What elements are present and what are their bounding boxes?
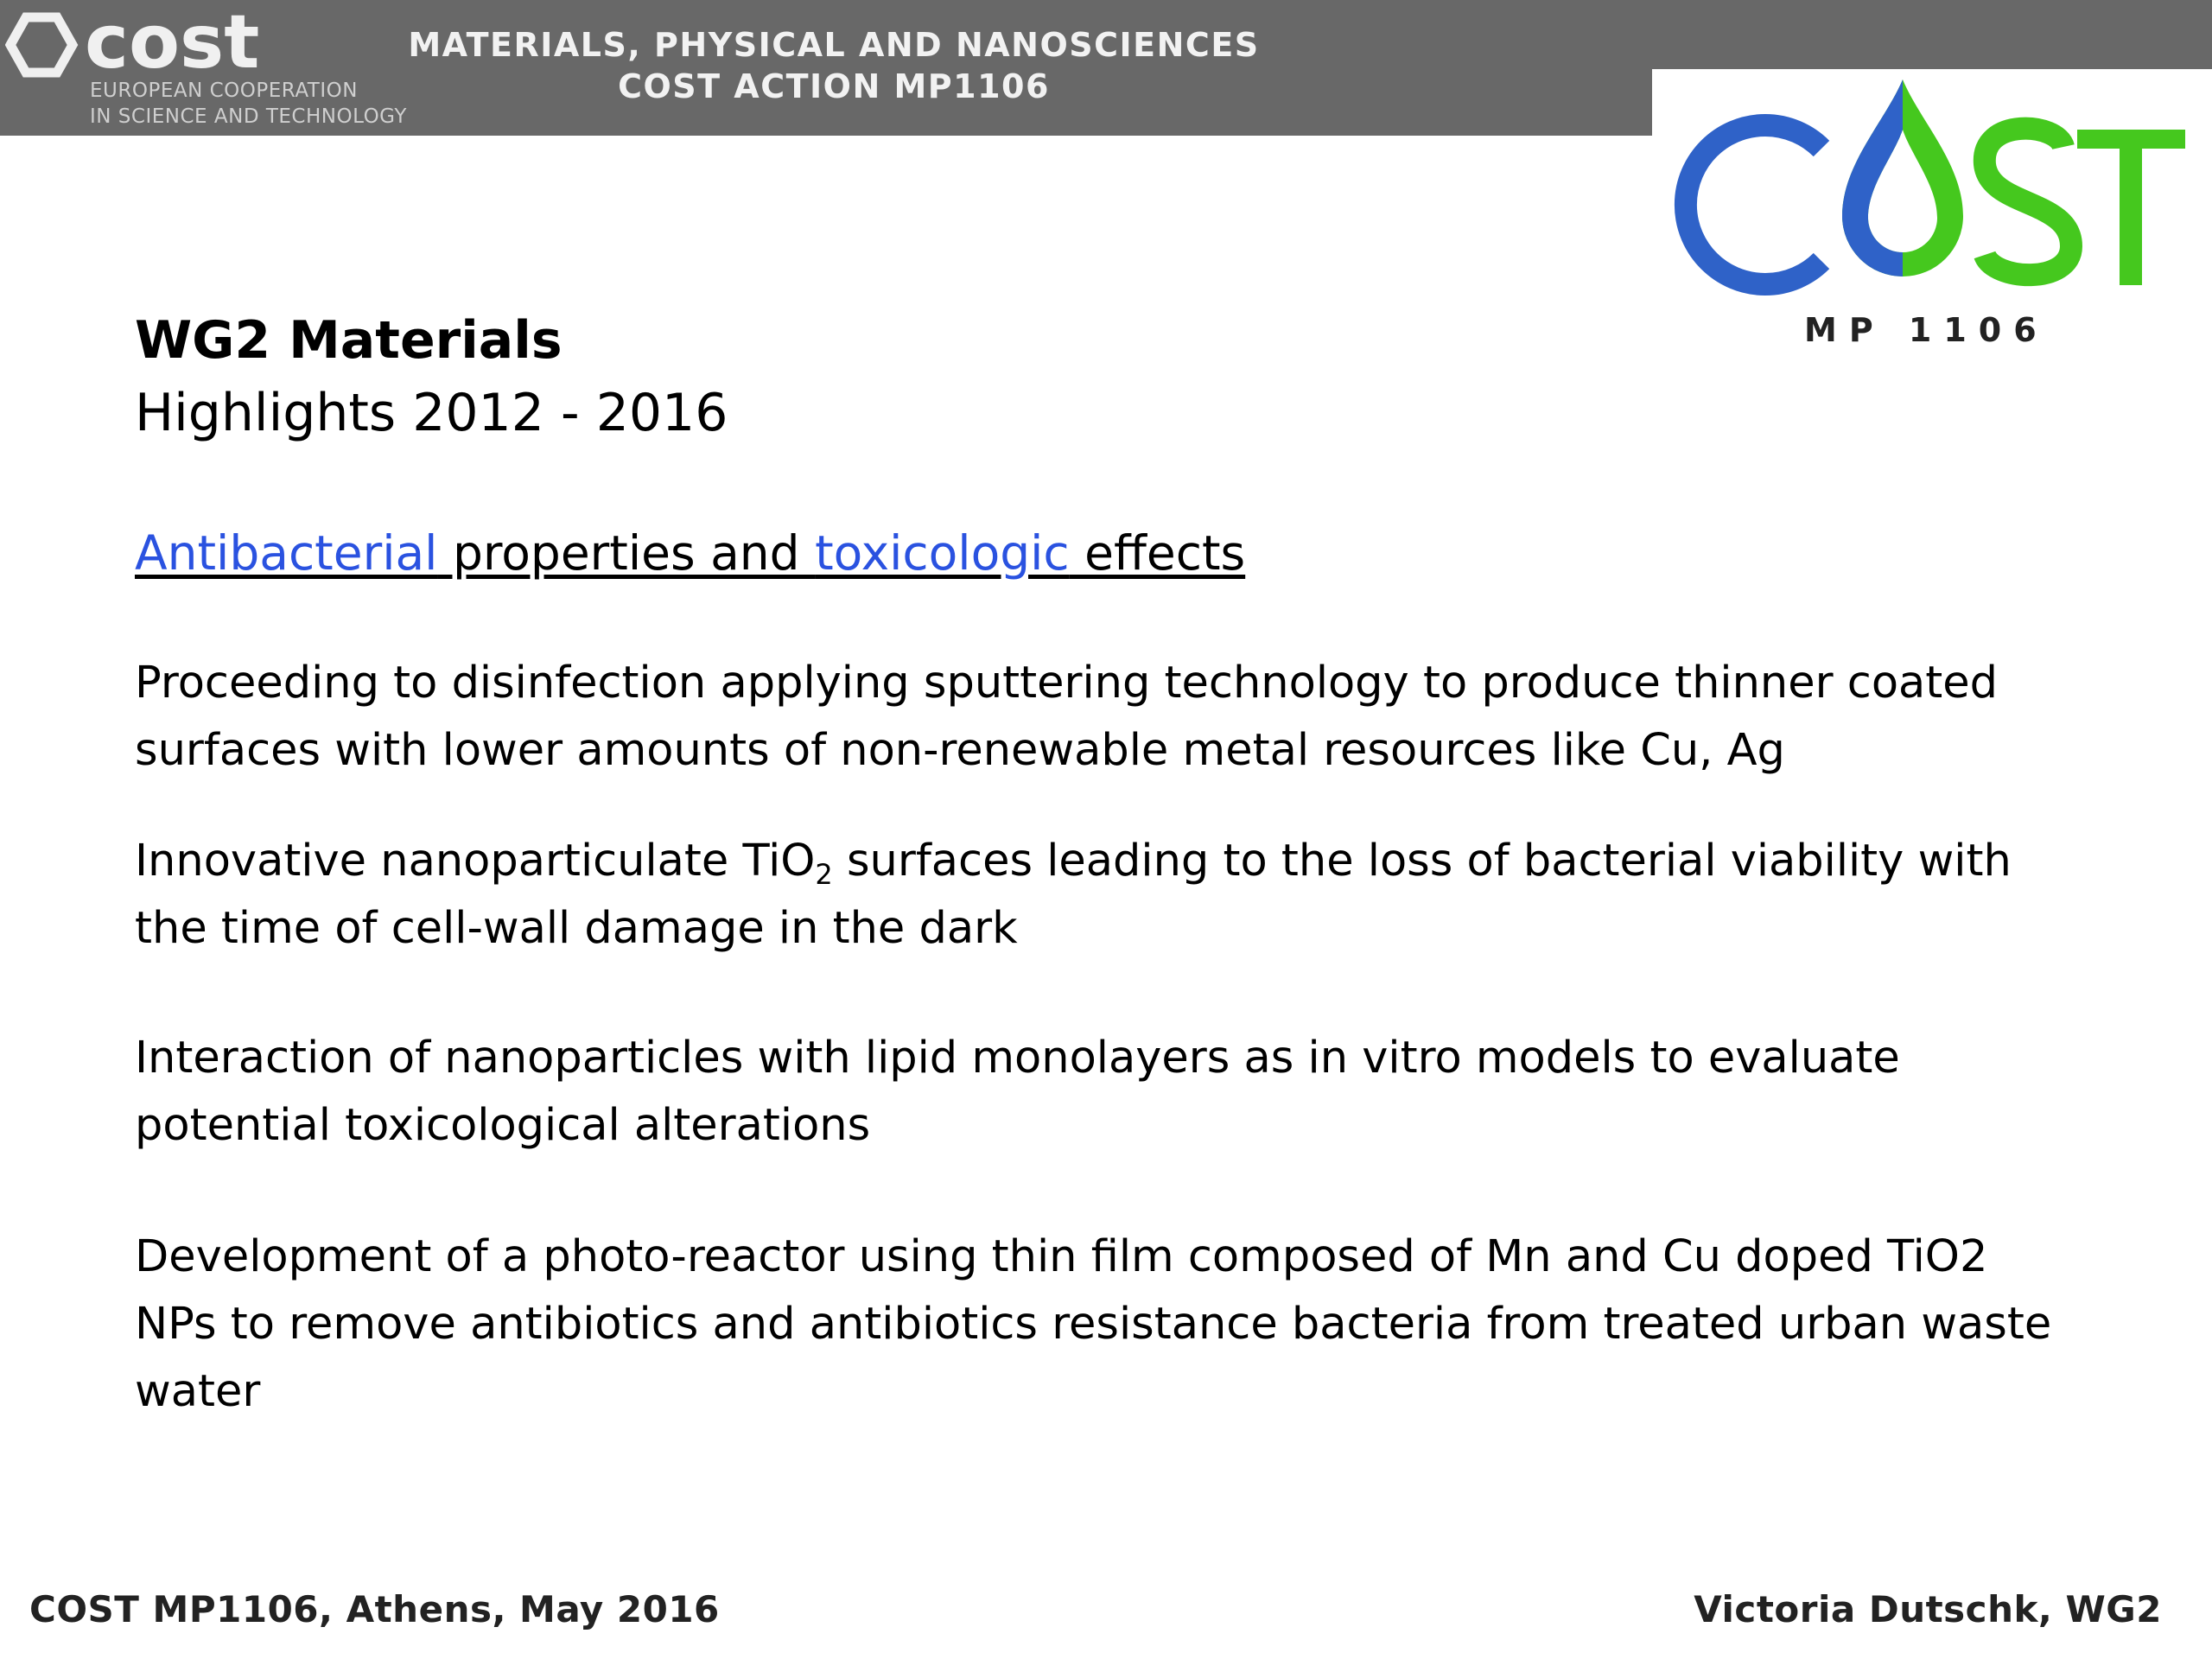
cost-org-logo bbox=[5, 9, 325, 82]
cost-org-subtitle bbox=[90, 78, 407, 130]
logo-letter-c-icon bbox=[1686, 125, 1821, 284]
logo-subtitle: MP 1106 bbox=[1804, 311, 2049, 349]
header-band bbox=[0, 0, 1652, 136]
cost-org-wordmark: cost bbox=[85, 9, 260, 82]
cost-org-subtitle-line1: EUROPEAN COOPERATION bbox=[90, 79, 358, 102]
section-heading bbox=[135, 522, 2079, 584]
paragraph-tio2-text-2: surfaces leading to the loss of bacterial viability with the time of cell-wall damage in the dark bbox=[135, 836, 2012, 954]
cost-hexagon-icon bbox=[10, 17, 73, 73]
header-title-line1: MATERIALS, PHYSICAL AND NANOSCIENCES bbox=[408, 26, 1260, 64]
footer-author: Victoria Dutschk, WG2 bbox=[1694, 1588, 2162, 1630]
antibacterial-link[interactable]: Antibacterial bbox=[135, 525, 438, 581]
slide-title: WG2 Materials bbox=[135, 310, 563, 371]
slide-content bbox=[135, 304, 2079, 1426]
slide-subtitle: Highlights 2012 - 2016 bbox=[135, 383, 728, 443]
paragraph-sputtering: Proceeding to disinfection applying sputtering technology to produce thinner coated surfaces with lower amounts of non-renewable metal resources like Cu, Ag bbox=[135, 658, 1999, 776]
logo-letter-t-stem-icon bbox=[2120, 130, 2142, 285]
paragraph-tio2-surfaces bbox=[135, 828, 2079, 963]
section-heading-text-2: effects bbox=[1069, 525, 1246, 581]
header-title bbox=[372, 24, 1296, 107]
cost-org-subtitle-line2: IN SCIENCE AND TECHNOLOGY bbox=[90, 105, 407, 128]
section-heading-text-1: properties and bbox=[437, 525, 816, 581]
footer-event: COST MP1106, Athens, May 2016 bbox=[29, 1588, 720, 1630]
logo-letter-s-icon bbox=[1985, 129, 2071, 275]
paragraph-lipid-monolayers: Interaction of nanoparticles with lipid monolayers as in vitro models to evaluate potential toxicological alterations bbox=[135, 1033, 1900, 1151]
toxicologic-link[interactable]: toxicologic bbox=[815, 525, 1070, 581]
paragraph-tio2-subscript: 2 bbox=[815, 858, 833, 891]
paragraph-photo-reactor: Development of a photo-reactor using thin film composed of Mn and Cu doped TiO2 NPs to remove antibiotics and antibiotics resistance bacteria from treated urban waste water bbox=[135, 1231, 2052, 1417]
header-title-line2: COST ACTION MP1106 bbox=[618, 67, 1050, 105]
header-band-right bbox=[1652, 0, 2212, 69]
paragraph-tio2-text-1: Innovative nanoparticulate TiO bbox=[135, 836, 816, 887]
